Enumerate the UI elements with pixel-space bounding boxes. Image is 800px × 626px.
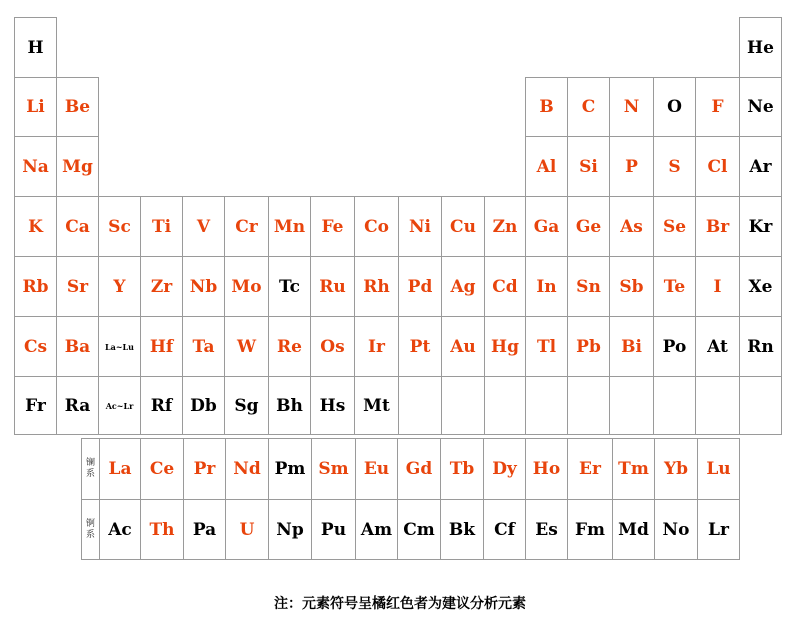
element-w: W <box>224 316 269 377</box>
element-pt: Pt <box>398 316 442 377</box>
element-tc: Tc <box>268 256 311 317</box>
element-no: No <box>654 499 698 560</box>
element-empty <box>441 376 485 435</box>
element-li: Li <box>14 77 57 137</box>
element-os: Os <box>310 316 355 377</box>
element-ac: Ac <box>99 499 141 560</box>
element-tb: Tb <box>440 438 484 500</box>
element-empty <box>653 376 696 435</box>
element-na: Na <box>14 136 57 197</box>
element-ar: Ar <box>739 136 782 197</box>
element-ra: Ra <box>56 376 99 435</box>
element-in: In <box>525 256 568 317</box>
element-mn: Mn <box>268 196 311 257</box>
element-s: S <box>653 136 696 197</box>
element-n: N <box>609 77 654 137</box>
element-he: He <box>739 17 782 78</box>
element-rn: Rn <box>739 316 782 377</box>
element-be: Be <box>56 77 99 137</box>
element-tl: Tl <box>525 316 568 377</box>
element-pr: Pr <box>183 438 226 500</box>
element-empty <box>398 376 442 435</box>
element-ru: Ru <box>310 256 355 317</box>
element-bk: Bk <box>440 499 484 560</box>
element-nb: Nb <box>182 256 225 317</box>
element-empty <box>484 376 526 435</box>
element-sr: Sr <box>56 256 99 317</box>
footnote: 注：元素符号呈橘红色者为建议分析元素 <box>274 596 526 612</box>
element-v: V <box>182 196 225 257</box>
element-cf: Cf <box>483 499 526 560</box>
element-db: Db <box>182 376 225 435</box>
element-ti: Ti <box>140 196 183 257</box>
actinides-label: 锕 系 <box>81 499 100 560</box>
element-la-lu: La~Lu <box>98 316 141 377</box>
element-au: Au <box>441 316 485 377</box>
element-rh: Rh <box>354 256 399 317</box>
element-empty <box>525 376 568 435</box>
element-k: K <box>14 196 57 257</box>
element-p: P <box>609 136 654 197</box>
element-empty <box>695 376 740 435</box>
element-zr: Zr <box>140 256 183 317</box>
element-i: I <box>695 256 740 317</box>
element-u: U <box>225 499 269 560</box>
element-nd: Nd <box>225 438 269 500</box>
element-rb: Rb <box>14 256 57 317</box>
element-at: At <box>695 316 740 377</box>
element-hf: Hf <box>140 316 183 377</box>
element-pb: Pb <box>567 316 610 377</box>
lanthanides-label: 镧 系 <box>81 438 100 500</box>
element-pa: Pa <box>183 499 226 560</box>
element-br: Br <box>695 196 740 257</box>
element-eu: Eu <box>355 438 398 500</box>
element-zn: Zn <box>484 196 526 257</box>
element-lr: Lr <box>697 499 740 560</box>
element-f: F <box>695 77 740 137</box>
element-fr: Fr <box>14 376 57 435</box>
element-ta: Ta <box>182 316 225 377</box>
element-pm: Pm <box>268 438 312 500</box>
element-sn: Sn <box>567 256 610 317</box>
element-empty <box>567 376 610 435</box>
element-sb: Sb <box>609 256 654 317</box>
element-ni: Ni <box>398 196 442 257</box>
element-cd: Cd <box>484 256 526 317</box>
element-hg: Hg <box>484 316 526 377</box>
element-cr: Cr <box>224 196 269 257</box>
element-ac-lr: Ac~Lr <box>98 376 141 435</box>
element-cu: Cu <box>441 196 485 257</box>
element-sm: Sm <box>311 438 356 500</box>
element-mg: Mg <box>56 136 99 197</box>
element-ce: Ce <box>140 438 184 500</box>
element-dy: Dy <box>483 438 526 500</box>
element-cs: Cs <box>14 316 57 377</box>
element-bi: Bi <box>609 316 654 377</box>
element-la: La <box>99 438 141 500</box>
element-np: Np <box>268 499 312 560</box>
element-cm: Cm <box>397 499 441 560</box>
element-pd: Pd <box>398 256 442 317</box>
element-fm: Fm <box>567 499 613 560</box>
element-te: Te <box>653 256 696 317</box>
element-mo: Mo <box>224 256 269 317</box>
element-y: Y <box>98 256 141 317</box>
element-ne: Ne <box>739 77 782 137</box>
element-yb: Yb <box>654 438 698 500</box>
element-bh: Bh <box>268 376 311 435</box>
element-sc: Sc <box>98 196 141 257</box>
element-lu: Lu <box>697 438 740 500</box>
element-ga: Ga <box>525 196 568 257</box>
element-ho: Ho <box>525 438 568 500</box>
element-ba: Ba <box>56 316 99 377</box>
element-ag: Ag <box>441 256 485 317</box>
element-pu: Pu <box>311 499 356 560</box>
element-ge: Ge <box>567 196 610 257</box>
element-o: O <box>653 77 696 137</box>
element-as: As <box>609 196 654 257</box>
element-empty <box>739 376 782 435</box>
element-rf: Rf <box>140 376 183 435</box>
element-co: Co <box>354 196 399 257</box>
element-si: Si <box>567 136 610 197</box>
element-am: Am <box>355 499 398 560</box>
element-c: C <box>567 77 610 137</box>
element-ir: Ir <box>354 316 399 377</box>
element-mt: Mt <box>354 376 399 435</box>
element-h: H <box>14 17 57 78</box>
element-tm: Tm <box>612 438 655 500</box>
element-cl: Cl <box>695 136 740 197</box>
element-ca: Ca <box>56 196 99 257</box>
element-sg: Sg <box>224 376 269 435</box>
element-empty <box>609 376 654 435</box>
element-xe: Xe <box>739 256 782 317</box>
element-b: B <box>525 77 568 137</box>
element-al: Al <box>525 136 568 197</box>
element-hs: Hs <box>310 376 355 435</box>
element-gd: Gd <box>397 438 441 500</box>
element-md: Md <box>612 499 655 560</box>
element-po: Po <box>653 316 696 377</box>
element-kr: Kr <box>739 196 782 257</box>
element-se: Se <box>653 196 696 257</box>
element-fe: Fe <box>310 196 355 257</box>
element-re: Re <box>268 316 311 377</box>
element-th: Th <box>140 499 184 560</box>
element-es: Es <box>525 499 568 560</box>
element-er: Er <box>567 438 613 500</box>
